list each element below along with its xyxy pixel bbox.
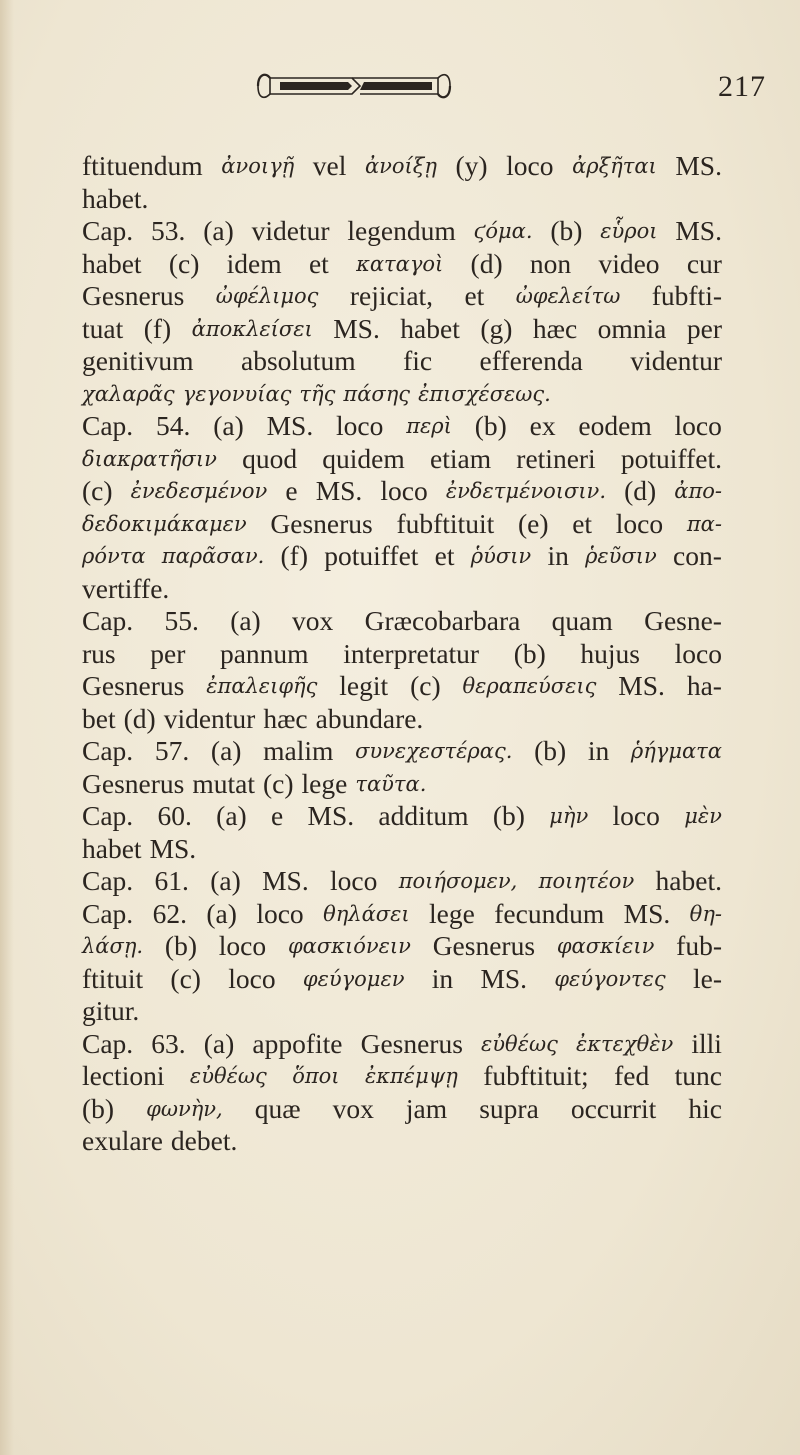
word: et xyxy=(464,280,485,311)
word: Gesnerus xyxy=(270,507,373,539)
word: bet xyxy=(82,702,116,734)
word: 60. xyxy=(157,800,192,831)
word: ftituendum xyxy=(82,150,203,181)
greek-word: ποιητέον xyxy=(538,869,635,893)
text-line xyxy=(82,768,722,801)
word: (c) xyxy=(82,475,113,506)
word: Gesnerus xyxy=(432,930,536,961)
word: (b) xyxy=(492,800,525,831)
word: omnia xyxy=(597,312,667,344)
greek-word: ἐκτεχθὲν xyxy=(575,1031,674,1056)
greek-word: πα- xyxy=(686,511,722,536)
word: MS. xyxy=(333,312,380,344)
word: Cap. xyxy=(82,215,134,246)
greek-word: ἀνοιγῇ xyxy=(221,154,295,178)
word: quam xyxy=(551,605,613,636)
word: Gesnerus xyxy=(82,767,185,799)
word: (b) xyxy=(550,215,583,246)
word: in xyxy=(547,540,569,571)
word: illi xyxy=(691,1027,722,1059)
greek-word: περὶ xyxy=(406,414,452,438)
word: retineri xyxy=(516,442,596,474)
greek-word: διακρατῆσιν xyxy=(82,446,217,471)
greek-word: ἐπισχέσεως. xyxy=(418,381,551,406)
word: abundare. xyxy=(315,702,424,734)
word: loco xyxy=(218,930,267,961)
greek-word: ἐκπέμψῃ xyxy=(364,1064,458,1088)
greek-word: μὴν xyxy=(549,804,589,828)
word: vertiffe. xyxy=(82,572,170,604)
word: e xyxy=(270,800,284,831)
word: hujus xyxy=(580,637,640,669)
word: fecundum xyxy=(494,897,605,929)
text-line xyxy=(82,508,722,541)
text-line xyxy=(82,410,722,443)
text-line xyxy=(82,1125,722,1158)
word: MS. xyxy=(266,410,314,441)
word: quæ xyxy=(254,1092,301,1124)
word: habet xyxy=(82,247,142,279)
word: fubftituit; xyxy=(483,1060,589,1091)
word: cur xyxy=(686,247,722,279)
greek-word: ῥήγματα xyxy=(630,739,722,763)
word: (a) xyxy=(213,410,244,441)
greek-word: λάσῃ. xyxy=(82,934,144,958)
text-line xyxy=(82,1028,722,1061)
word: potuiffet. xyxy=(620,442,722,474)
text-line xyxy=(82,865,722,898)
greek-word: παρᾶσαν. xyxy=(161,544,265,568)
word: ha- xyxy=(686,670,722,701)
word: (g) xyxy=(480,312,513,344)
word: Cap. xyxy=(82,1027,134,1059)
word: MS. xyxy=(262,865,309,896)
word: (b) xyxy=(534,735,567,766)
text-line xyxy=(82,995,722,1028)
greek-word: τῆς xyxy=(299,381,336,406)
word: MS. xyxy=(675,215,722,246)
word: fubftituit xyxy=(396,507,495,539)
greek-word: χαλαρᾶς xyxy=(82,381,175,406)
word: ftituit xyxy=(82,962,144,994)
text-line xyxy=(82,475,722,508)
greek-word: ὠφελείτω xyxy=(515,284,621,308)
word: appofite xyxy=(252,1027,343,1059)
word: Græcobarbara xyxy=(364,605,521,636)
greek-word: ἀνοίξῃ xyxy=(364,154,437,178)
greek-word: φασκίειν xyxy=(556,934,655,958)
word: (a) xyxy=(203,215,234,246)
word: vox xyxy=(332,1092,374,1124)
word: 63. xyxy=(151,1027,186,1059)
word: videntur xyxy=(630,345,722,376)
word: MS. xyxy=(480,962,528,994)
greek-word: φασκιόνειν xyxy=(287,934,411,958)
greek-word: συνεχεστέρας. xyxy=(355,739,513,763)
text-line xyxy=(82,1060,722,1093)
word: (b) xyxy=(513,637,546,669)
word: habet xyxy=(82,832,142,864)
word: exulare xyxy=(82,1125,163,1156)
word: MS. xyxy=(623,897,671,929)
word: etiam xyxy=(430,442,492,474)
word: debet. xyxy=(170,1125,238,1156)
word: loco xyxy=(674,637,722,669)
word: (c) xyxy=(410,670,441,701)
text-line xyxy=(82,930,722,963)
word: loco xyxy=(330,865,378,896)
word: loco xyxy=(228,962,276,994)
word: 61. xyxy=(154,865,189,896)
word: fub- xyxy=(676,930,722,961)
word: loco xyxy=(256,897,304,929)
word: MS. xyxy=(618,670,665,701)
word: Gesnerus xyxy=(82,670,185,701)
word: potuiffet xyxy=(324,540,419,571)
greek-word: θηλάσει xyxy=(323,901,410,926)
greek-word: ἀπο- xyxy=(674,479,722,503)
word: quidem xyxy=(322,442,405,474)
greek-word: ἐνδετμένοισιν. xyxy=(445,479,606,503)
word: loco xyxy=(615,507,664,539)
word: le- xyxy=(692,962,722,994)
word: in xyxy=(587,735,610,766)
word: Cap. xyxy=(82,897,134,929)
greek-word: ρόντα xyxy=(82,544,146,568)
greek-word: εὐθέως xyxy=(481,1031,558,1056)
text-line xyxy=(82,248,722,281)
word: hæc xyxy=(532,312,578,344)
word: hæc xyxy=(263,702,308,734)
text-line xyxy=(82,540,722,573)
text-line xyxy=(82,670,722,703)
text-line xyxy=(82,735,722,768)
text-line xyxy=(82,150,722,183)
word: (d) xyxy=(624,475,657,506)
word: (a) xyxy=(210,735,242,766)
word: 53. xyxy=(151,215,186,246)
text-line xyxy=(82,443,722,476)
word: (c) xyxy=(262,767,294,799)
text-line xyxy=(82,703,722,736)
greek-word: γεγονυίας xyxy=(182,381,292,406)
word: hic xyxy=(688,1092,722,1124)
word: tuat xyxy=(82,312,124,344)
word: 62. xyxy=(152,897,187,929)
word: 57. xyxy=(154,735,190,766)
greek-word: θη- xyxy=(689,901,722,926)
word: loco xyxy=(380,475,428,506)
word: (f) xyxy=(143,312,172,344)
text-line xyxy=(82,638,722,671)
word: fic xyxy=(403,345,433,376)
word: (y) xyxy=(455,150,488,181)
word: lege xyxy=(429,897,475,929)
greek-word: ὅποι xyxy=(292,1064,340,1088)
page-number: 217 xyxy=(718,70,766,103)
word: mutat xyxy=(192,767,255,799)
word: genitivum xyxy=(82,345,194,376)
annotation-text xyxy=(82,150,722,1158)
greek-word: θεραπεύσεις xyxy=(462,674,597,698)
word: 54. xyxy=(156,410,191,441)
greek-word: ῥύσιν xyxy=(470,544,532,568)
text-line xyxy=(82,215,722,248)
page-gutter-shadow xyxy=(0,0,14,1455)
greek-word: ὠφέλιμος xyxy=(215,284,319,308)
word: (a) xyxy=(206,897,237,929)
word: Cap. xyxy=(82,605,134,636)
word: (f) xyxy=(280,540,308,571)
word: lege xyxy=(301,767,348,799)
greek-word: ἀποκλείσει xyxy=(191,316,313,341)
word: (c) xyxy=(170,962,201,994)
text-line xyxy=(82,345,722,378)
word: quod xyxy=(242,442,298,474)
greek-word: φωνὴν, xyxy=(146,1096,223,1121)
word: fed xyxy=(614,1060,650,1091)
word: videtur xyxy=(251,215,330,246)
word: 55. xyxy=(164,605,199,636)
word: (c) xyxy=(168,247,200,279)
text-line xyxy=(82,1093,722,1126)
greek-word: εὐθέως xyxy=(189,1064,267,1088)
word: video xyxy=(598,247,660,279)
word: habet xyxy=(400,312,460,344)
word: eodem xyxy=(578,410,652,441)
greek-word: ῥεῦσιν xyxy=(585,544,657,568)
text-line xyxy=(82,313,722,346)
word: et xyxy=(308,247,329,279)
text-line xyxy=(82,963,722,996)
word: Gesnerus xyxy=(82,280,185,311)
text-line xyxy=(82,573,722,606)
word: additum xyxy=(378,800,469,831)
greek-word: ἐπαλειφῆς xyxy=(206,674,318,698)
word: (a) xyxy=(216,800,247,831)
word: tunc xyxy=(674,1060,722,1091)
word: et xyxy=(572,507,593,539)
word: (d) xyxy=(123,702,156,734)
word: interpretatur xyxy=(343,637,480,669)
word: videntur xyxy=(163,702,256,734)
word: MS. xyxy=(307,800,355,831)
word: loco xyxy=(506,150,554,181)
word: con- xyxy=(673,540,722,571)
word: (a) xyxy=(230,605,261,636)
greek-word: ϛόμα. xyxy=(473,219,533,243)
word: pannum xyxy=(219,637,309,669)
text-line xyxy=(82,183,722,216)
word: per xyxy=(686,312,722,344)
word: absolutum xyxy=(241,345,356,376)
word: et xyxy=(434,540,455,571)
word: e xyxy=(285,475,298,506)
text-line xyxy=(82,800,722,833)
word: supra xyxy=(479,1092,539,1124)
word: MS. xyxy=(675,150,722,181)
word: Cap. xyxy=(82,865,134,896)
word: vox xyxy=(292,605,334,636)
word: rejiciat, xyxy=(349,280,434,311)
word: MS. xyxy=(149,832,197,864)
word: malim xyxy=(263,735,334,766)
word: (a) xyxy=(203,1027,235,1059)
word: (b) xyxy=(164,930,197,961)
word: rus xyxy=(82,637,116,669)
word: jam xyxy=(405,1092,448,1124)
header-ornament xyxy=(252,66,456,106)
word: legit xyxy=(339,670,389,701)
greek-word: φεύγομεν xyxy=(302,966,405,991)
word: Cap. xyxy=(82,410,134,441)
greek-word: μὲν xyxy=(684,804,722,828)
text-line xyxy=(82,833,722,866)
word: (b) xyxy=(82,1092,115,1124)
word: gitur. xyxy=(82,995,140,1026)
word: (d) xyxy=(470,247,503,279)
word: occurrit xyxy=(570,1092,657,1124)
word: vel xyxy=(312,150,347,181)
word: loco xyxy=(336,410,384,441)
word: Gesnerus xyxy=(360,1027,463,1059)
text-line xyxy=(82,378,722,411)
word: loco xyxy=(612,800,660,831)
greek-word: ποιήσομεν, xyxy=(398,869,518,893)
word: lectioni xyxy=(82,1060,165,1091)
word: fubfti- xyxy=(651,280,722,311)
word: ex xyxy=(529,410,556,441)
greek-word: πάσης xyxy=(343,381,411,406)
text-line xyxy=(82,605,722,638)
greek-word: δεδοκιμάκαμεν xyxy=(82,511,247,536)
word: (a) xyxy=(210,865,241,896)
word: habet. xyxy=(82,182,149,214)
text-line xyxy=(82,898,722,931)
greek-word: ἐνεδεσμένον xyxy=(130,479,268,503)
word: Cap. xyxy=(82,735,134,766)
greek-word: φεύγοντες xyxy=(554,966,666,991)
word: (b) xyxy=(474,410,507,441)
word: legendum xyxy=(347,215,456,246)
greek-word: καταγοὶ xyxy=(356,251,444,276)
word: MS. xyxy=(315,475,363,506)
greek-word: εὗροι xyxy=(600,219,658,243)
word: Cap. xyxy=(82,800,134,831)
word: in xyxy=(431,962,454,994)
word: habet. xyxy=(655,865,722,896)
word: (e) xyxy=(517,507,549,539)
word: efferenda xyxy=(479,345,583,376)
word: per xyxy=(150,637,186,669)
greek-word: ταῦτα. xyxy=(355,771,427,796)
word: loco xyxy=(674,410,722,441)
text-line xyxy=(82,280,722,313)
word: non xyxy=(529,247,572,279)
word: idem xyxy=(226,247,282,279)
word: Gesne- xyxy=(644,605,722,636)
greek-word: ἀρξῆται xyxy=(572,154,657,178)
